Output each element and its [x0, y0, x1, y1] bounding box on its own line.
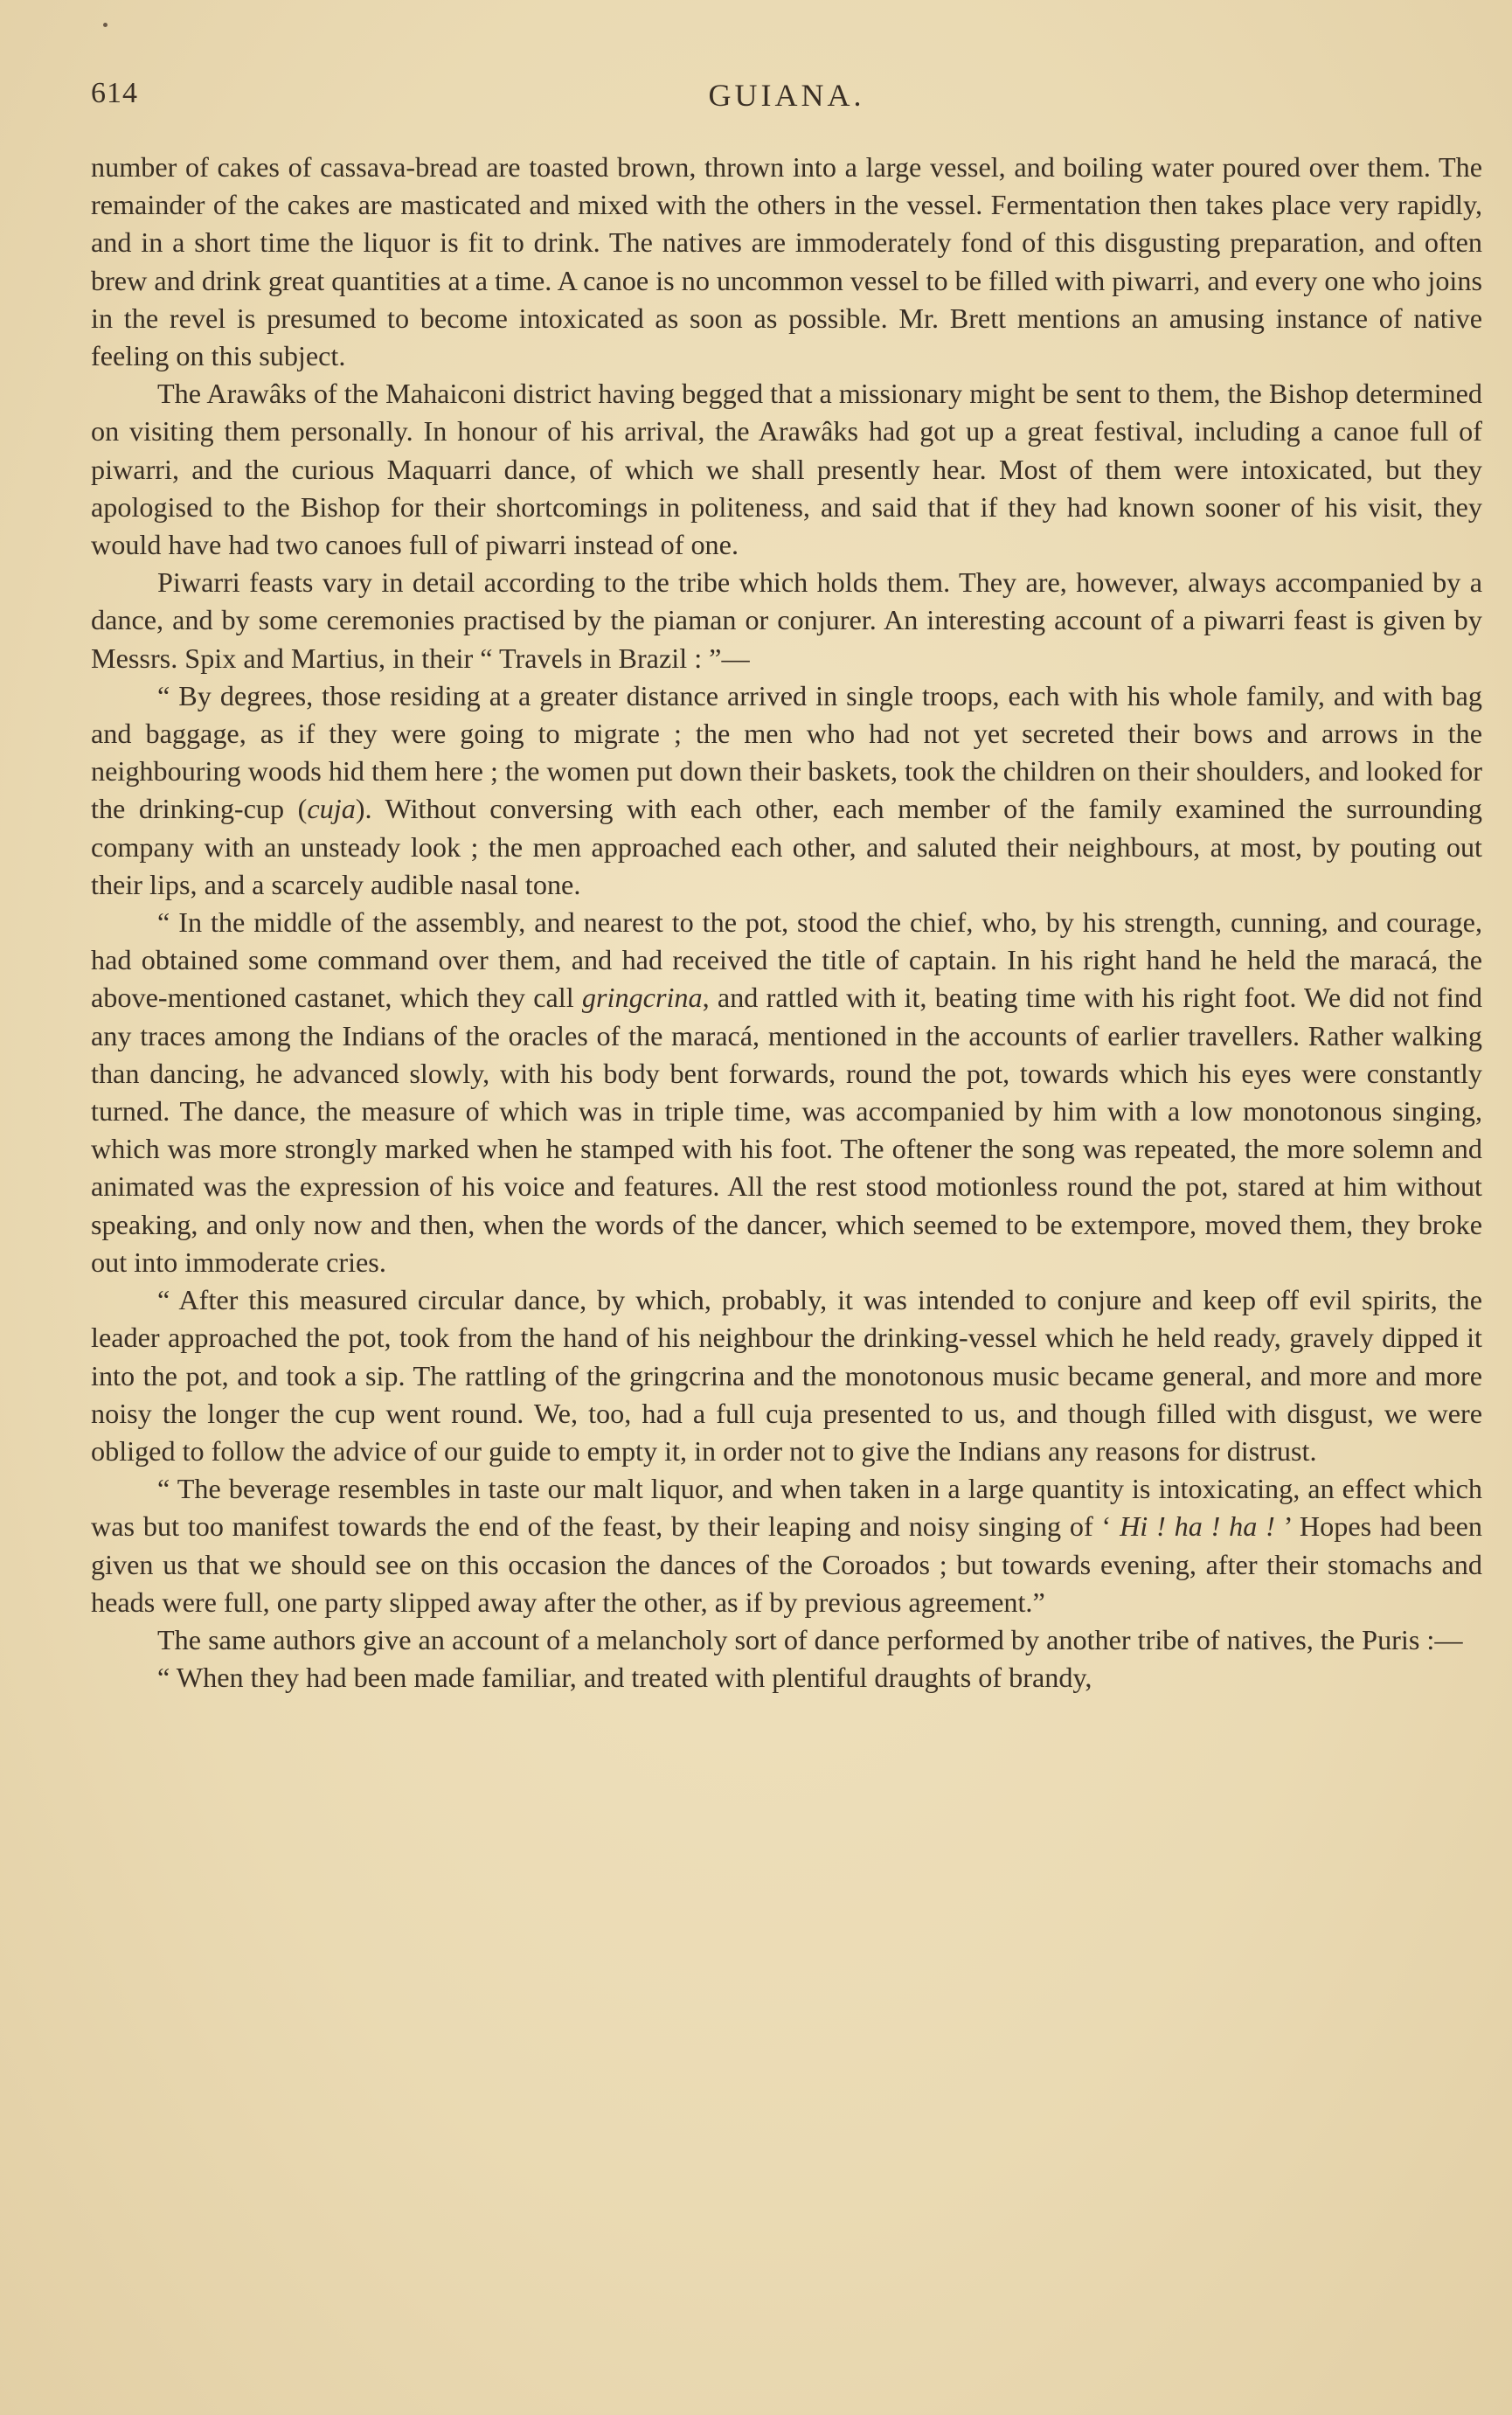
paragraph-text: The Arawâks of the Mahaiconi district having begged that a missionary might be sent to them, the Bishop determined on visiting them personally. In honour of his arrival, the Arawâks had got up a great festival, including a canoe full of piwarri, and the curious Maquarri dance, of which we shall presently hear. Most of them were intoxicated, but they apologised to the Bishop for their shortcomings in politeness, and said that if they had known sooner of his visit, they would have had two canoes full of piwarri instead of one. [91, 378, 1482, 561]
running-head: GUIANA. [708, 78, 865, 113]
paragraph-text: “ In the middle of the assembly, and nearest to the pot, stood the chief, who, by his strength, cunning, and courage, had obtained some command over them, and had received the title of captain. In his right hand he held the maracá, the above-mentioned castanet, which they call [91, 906, 1482, 1014]
paragraph-text: “ By degrees, those residing at a greater distance arrived in single troops, each with his whole family, and with bag and baggage, as if they were going to migrate ; the men who had not yet secreted their bows and arrows in the neighbouring woods hid them here ; the women put down their baskets, took the children on their shoulders, and looked for the drinking-cup ( [91, 679, 1482, 825]
paragraph-text: ). Without conversing with each other, each member of the family examined the surrounding company with an unsteady look ; the men approached each other, and saluted their neighbours, at most, by pouting out their lips, and a scarcely audible nasal tone. [91, 793, 1482, 900]
paragraph-text: “ When they had been made familiar, and treated with plentiful draughts of brandy, [157, 1662, 1092, 1694]
page-header [91, 77, 1482, 121]
paragraph-text: number of cakes of cassava-bread are toasted brown, thrown into a large vessel, and boiling water poured over them. The remainder of the cakes are masticated and mixed with the others in the vessel. Fermentation then takes place very rapidly, and in a short time the liquor is fit to drink. The natives are immoderately fond of this disgusting preparation, and often brew and drink great quantities at a time. A canoe is no uncommon vessel to be filled with piwarri, and every one who joins in the revel is presumed to become intoxicated as soon as possible. Mr. Brett mentions an amusing instance of native feeling on this subject. [91, 151, 1482, 372]
italic-text: cuja [307, 793, 356, 825]
italic-text: gringcrina [581, 982, 703, 1014]
paragraph-text: “ After this measured circular dance, by which, probably, it was intended to conjure and keep off evil spirits, the leader approached the pot, took from the hand of his neighbour the drinking-vessel which he held ready, gravely dipped it into the pot, and took a sip. The rattling of the gringcrina and the monotonous music became general, and more and more noisy the longer the cup went round. We, too, had a full cuja presented to us, and though filled with disgust, we were obliged to follow the advice of our guide to empty it, in order not to give the Indians any reasons for distrust. [91, 1284, 1482, 1467]
paragraph-text: The same authors give an account of a melancholy sort of dance performed by another tribe of natives, the Puris :— [157, 1623, 1463, 1655]
paragraph-p8 [91, 1659, 1482, 1697]
italic-text: Hi ! ha ! ha ! [1120, 1510, 1275, 1543]
paragraph-p4 [91, 904, 1482, 1281]
paragraph-p2 [91, 564, 1482, 677]
page-number: 614 [91, 77, 138, 109]
paragraph-p6 [91, 1470, 1482, 1621]
paragraph-text: ’ Hopes had been given us that we should see on this occasion the dances of the Coroados ; but towards evening, after their stomachs and heads were full, one party slipped away after the other, as if by previous agreement.” [91, 1510, 1483, 1618]
body-text [91, 149, 1482, 1697]
paragraph-p0 [91, 149, 1482, 375]
paragraph-p3 [91, 677, 1482, 904]
paragraph-p7 [91, 1621, 1482, 1659]
paragraph-p5 [91, 1281, 1482, 1470]
paragraph-p1 [91, 375, 1482, 564]
paragraph-text: Piwarri feasts vary in detail according to the tribe which holds them. They are, however, always accompanied by a dance, and by some ceremonies practised by the piaman or conjurer. An interesting account of a piwarri feast is given by Messrs. Spix and Martius, in their “ Travels in Brazil : ”— [91, 566, 1482, 674]
printer-dot-mark [103, 23, 108, 27]
paragraph-text: , and rattled with it, beating time with his right foot. We did not find any traces among the Indians of the oracles of the maracá, mentioned in the accounts of earlier travellers. Rather walking than dancing, he advanced slowly, with his body bent forwards, round the pot, towards which his eyes were constantly turned. The dance, the measure of which was in triple time, was accompanied by him with a low monotonous singing, which was more strongly marked when he stamped with his foot. The oftener the song was repeated, the more solemn and animated was the expression of his voice and features. All the rest stood motionless round the pot, stared at him without speaking, and only now and then, when the words of the dancer, which seemed to be extempore, moved them, they broke out into immoderate cries. [91, 982, 1482, 1278]
paragraph-text: “ The beverage resembles in taste our malt liquor, and when taken in a large quantity is intoxicating, an effect which was but too manifest towards the end of the feast, by their leaping and noisy singing of ‘ [91, 1473, 1482, 1543]
